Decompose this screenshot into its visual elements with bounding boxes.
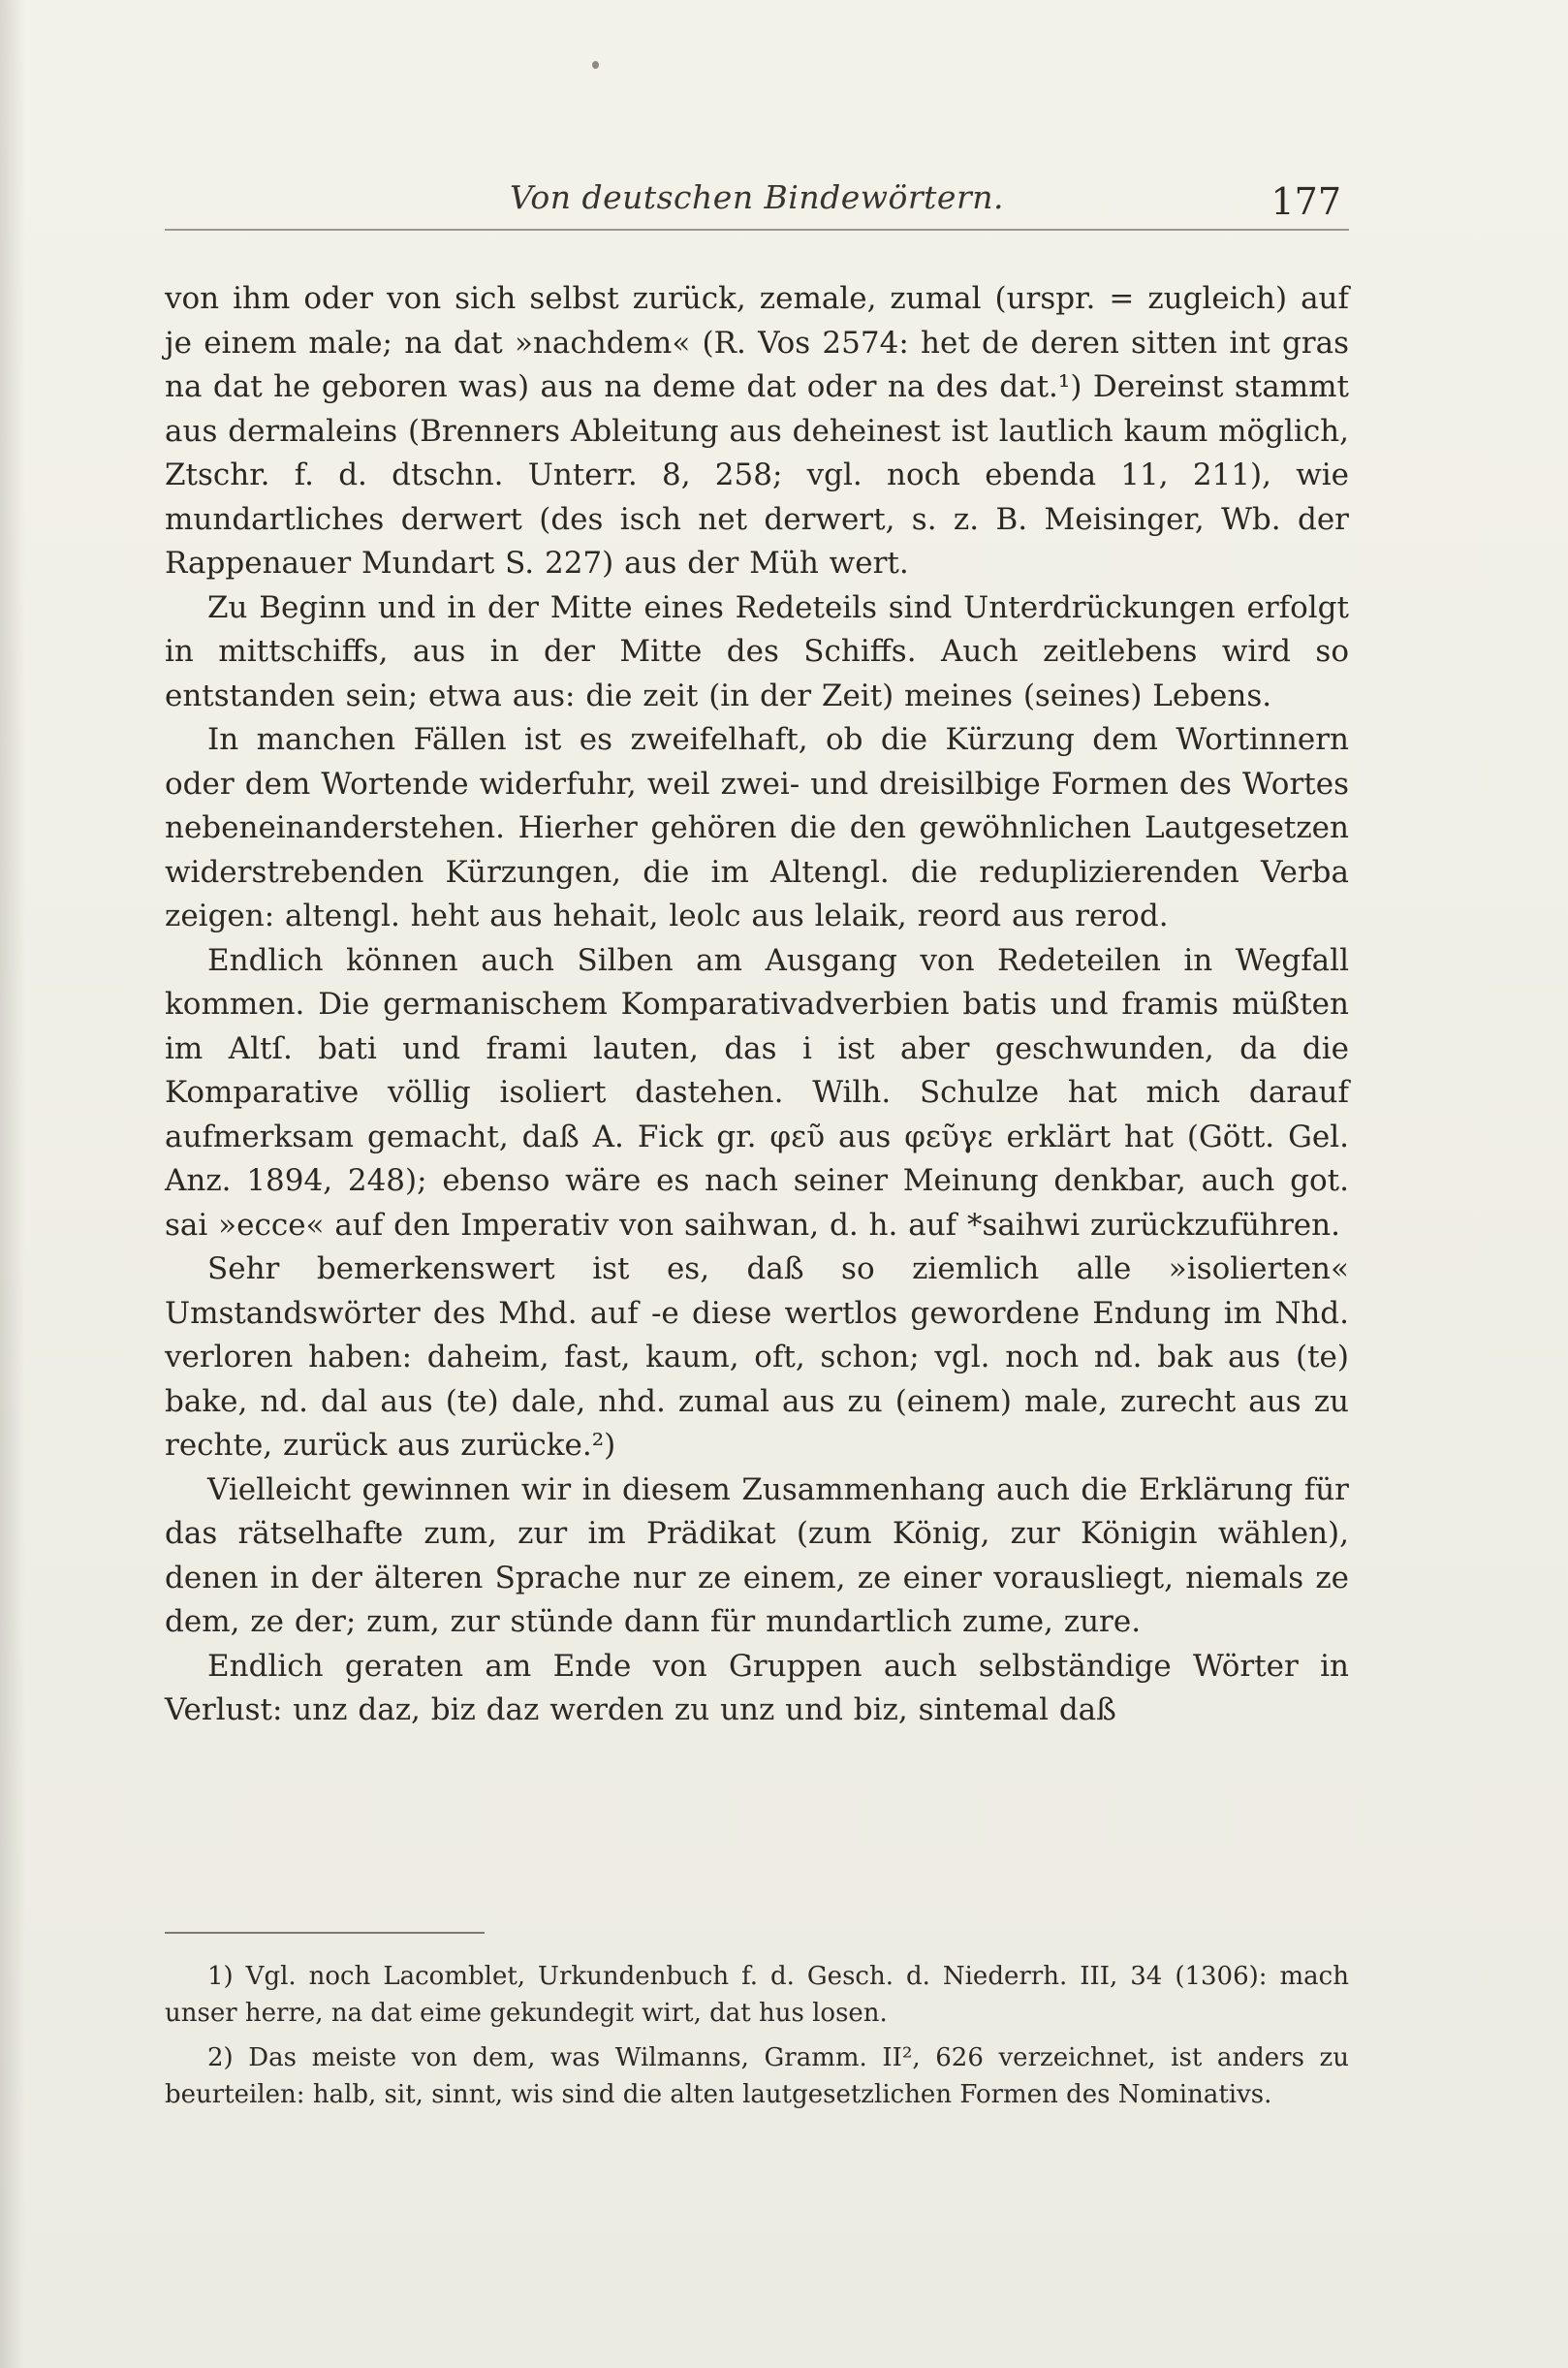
paragraph: Endlich geraten am Ende von Gruppen auch selbständige Wörter in Verlust: unz daz, biz daz werden zu unz und biz, sintemal daß [165,1648,1349,1727]
footnotes [165,1958,1349,2121]
paragraph: In manchen Fällen ist es zweifelhaft, ob die Kürzung dem Wortinnern oder dem Wortende widerfuhr, weil zwei- und dreisilbige Formen des Wortes nebeneinanderstehen. Hierher gehören die den gewöhnlichen Lautgesetzen widerstrebenden Kürzungen, die im Altengl. die reduplizierenden Verba zeigen: altengl. heht aus hehait, leolc aus lelaik, reord aus rerod. [165,722,1349,933]
paragraph: Sehr bemerkenswert ist es, daß so ziemlich alle »isolierten« Umstandswörter des Mhd. auf -e diese wertlos gewordene Endung im Nhd. verloren haben: daheim, fast, kaum, oft, schon; vgl. noch nd. bak aus (te) bake, nd. dal aus (te) dale, nhd. zumal aus zu (einem) male, zurecht aus zu rechte, zurück aus zurücke.²) [165,1251,1349,1463]
page-header [165,173,1349,225]
footnote: 2) Das meiste von dem, was Wilmanns, Gramm. II², 626 verzeichnet, ist anders zu beurteilen: halb, sit, sinnt, wis sind die alten lautgesetzlichen Formen des Nominativs. [165,2043,1349,2109]
paragraph: Vielleicht gewinnen wir in diesem Zusammenhang auch die Erklärung für das rätselhafte zum, zur im Prädikat (zum König, zur Königin wählen), denen in der älteren Sprache nur ze einem, ze einer vorausliegt, niemals ze dem, ze der; zum, zur stünde dann für mundartlich zume, zure. [165,1471,1349,1639]
paragraph: Endlich können auch Silben am Ausgang von Redeteilen in Wegfall kommen. Die germanischem Komparativadverbien batis und framis müßten im Altſ. bati und frami lauten, das i ist aber geschwunden, da die Komparative völlig isoliert dastehen. Wilh. Schulze hat mich darauf aufmerksam gemacht, daß A. Fick gr. φεῦ aus φεῦγε erklärt hat (Gött. Gel. Anz. 1894, 248); ebenso wäre es nach seiner Meinung denkbar, auch got. sai »ecce« auf den Imperativ von saihwan, d. h. auf *saihwi zurückzuführen. [165,942,1349,1243]
paper-speck [592,61,599,69]
paragraph: von ihm oder von sich selbst zurück, zemale, zumal (urspr. = zugleich) auf je einem male; na dat »nachdem« (R. Vos 2574: het de deren sitten int gras na dat he geboren was) aus na deme dat oder na des dat.¹) Dereinst stammt aus dermaleins (Brenners Ableitung aus deheinest ist lautlich kaum möglich, Ztschr. f. d. dtschn. Unterr. 8, 258; vgl. noch ebenda 11, 211), wie mundartliches derwert (des isch net derwert, s. z. B. Meisinger, Wb. der Rappenauer Mundart S. 227) aus der Müh wert. [165,281,1349,581]
main-text [165,277,1349,1733]
footnote: 1) Vgl. noch Lacomblet, Urkundenbuch f. d. Gesch. d. Niederrh. III, 34 (1306): mach unser herre, na dat eime gekundegit wirt, dat hus losen. [165,1962,1349,2028]
footnote-rule [165,1932,485,1934]
header-rule [165,229,1349,231]
paragraph: Zu Beginn und in der Mitte eines Redeteils sind Unterdrückungen erfolgt in mittschiffs, aus in der Mitte des Schiffs. Auch zeitlebens wird so entstanden sein; etwa aus: die zeit (in der Zeit) meines (seines) Lebens. [165,589,1349,713]
running-head: Von deutschen Bindewörtern. [510,178,1004,216]
page-number: 177 [1270,180,1341,223]
page-edge-shadow [0,0,25,2368]
